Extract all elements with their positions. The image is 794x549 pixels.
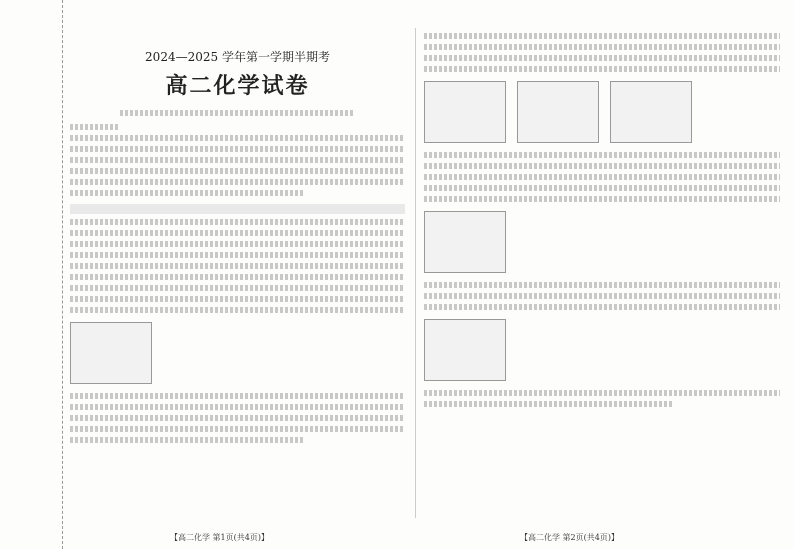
exam-subinfo (70, 110, 405, 116)
experiment-figure-c (610, 81, 692, 143)
experiment-figure-a (424, 81, 506, 143)
section-heading (70, 204, 405, 214)
electrochemical-cell-diagram (424, 319, 506, 381)
page-footer-left: 【高二化学 第1页(共4页)】 (170, 533, 269, 542)
questions-page-2 (424, 33, 780, 407)
questions-page-1 (70, 219, 405, 443)
exam-title: 高二化学试卷 (165, 73, 310, 99)
rate-graph (424, 211, 506, 273)
notice-heading (70, 124, 405, 130)
page-1-column (70, 28, 405, 518)
page-footer-right: 【高二化学 第2页(共4页)】 (520, 533, 619, 542)
binding-strip (0, 0, 63, 549)
page-2-column (415, 28, 780, 518)
electrolysis-diagram (70, 322, 152, 384)
experiment-figure-b (517, 81, 599, 143)
notice-body (70, 135, 405, 196)
exam-year-line: 2024—2025 学年第一学期半期考 (145, 50, 330, 64)
